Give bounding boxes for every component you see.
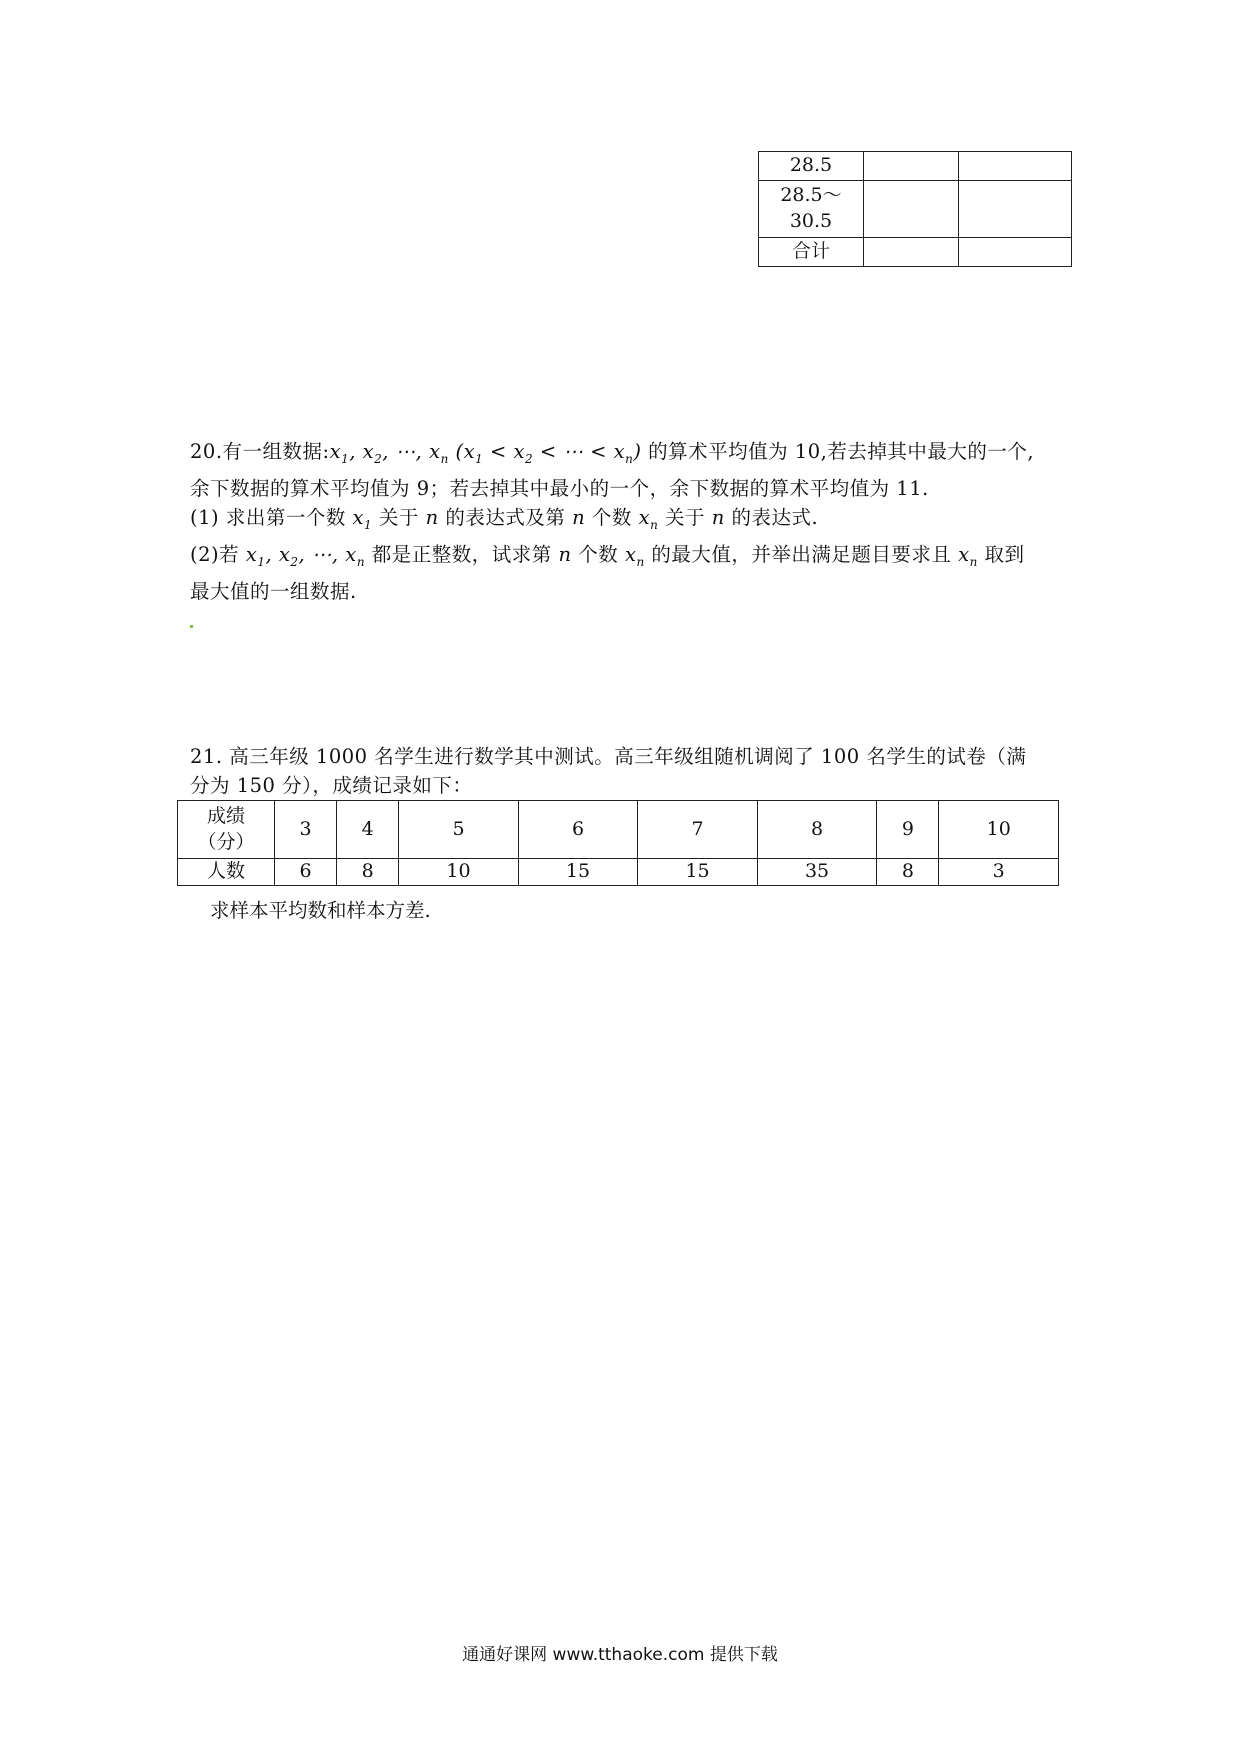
table-cell (959, 181, 1072, 238)
formula: $x_n$ (638, 505, 659, 532)
text: 个数 (578, 542, 619, 566)
cell-line: （分） (197, 830, 255, 853)
q21-line-2: 分为 150 分），成绩记录如下： (190, 774, 473, 797)
table-cell: 8 (757, 801, 877, 859)
table-cell: 3 (939, 859, 1059, 886)
table-cell: 10 (399, 859, 519, 886)
score-table (177, 800, 1059, 886)
formula: $x_n$ (958, 542, 978, 569)
question-21 (190, 742, 1070, 800)
text: (2)若 (190, 542, 240, 566)
question-20 (190, 437, 1070, 606)
formula: $x_1$, $x_2$, ⋯, $x_n$ (245, 542, 366, 569)
table-cell: 9 (877, 801, 939, 859)
table-cell (959, 238, 1072, 267)
text: 取到 (984, 542, 1025, 566)
table-cell: 15 (638, 859, 758, 886)
table-cell: 7 (638, 801, 758, 859)
text: 关于 (378, 505, 419, 529)
table-cell (864, 152, 959, 181)
question-number: 20. (190, 440, 223, 463)
cell-line: 30.5 (789, 210, 833, 232)
table-cell: 10 (939, 801, 1059, 859)
table-cell (959, 152, 1072, 181)
table-cell: 15 (518, 859, 638, 886)
table-cell: 8 (337, 859, 399, 886)
q20-part-2 (190, 540, 1070, 577)
table-cell: 4 (337, 801, 399, 859)
table-cell: 6 (518, 801, 638, 859)
table-row (178, 859, 1059, 886)
table-cell (759, 181, 864, 238)
table-row (759, 181, 1072, 238)
text: 关于 (665, 505, 706, 529)
q20-part-1 (190, 503, 1070, 540)
frequency-table (758, 151, 1072, 267)
formula: n (711, 505, 725, 529)
q20-line-2: 余下数据的算术平均值为 9；若去掉其中最小的一个，余下数据的算术平均值为 11. (190, 476, 929, 500)
table-cell (864, 238, 959, 267)
text: 有一组数据: (222, 440, 330, 463)
cell-line: 成绩 (206, 804, 245, 827)
formula: $x_n$ (624, 542, 645, 569)
text: 的表达式及第 (445, 505, 566, 529)
table-row (178, 801, 1059, 859)
text: 的最大值，并举出满足题目要求且 (651, 542, 952, 566)
q21-task: 求样本平均数和样本方差. (210, 899, 431, 922)
table-cell: 8 (877, 859, 939, 886)
formula: $x_1$, $x_2$, ⋯, $x_n$ ($x_1 < x_2$ < ⋯ < $x_n$) (329, 440, 642, 466)
formula: n (558, 542, 572, 566)
row-header (178, 801, 275, 859)
text: 都是正整数，试求第 (371, 542, 552, 566)
table-cell (864, 181, 959, 238)
table-cell: 合计 (759, 238, 864, 267)
table-cell: 3 (275, 801, 337, 859)
stray-mark (190, 625, 193, 628)
text: 的表达式. (731, 505, 819, 529)
table-cell: 28.5 (759, 152, 864, 181)
formula: $x_1$ (352, 505, 373, 532)
text: 个数 (591, 505, 632, 529)
q21-line-1: 21. 高三年级 1000 名学生进行数学其中测试。高三年级组随机调阅了 100 名学生的试卷（满 (190, 745, 1027, 768)
text: (1) 求出第一个数 (190, 505, 346, 529)
table-cell: 6 (275, 859, 337, 886)
formula: n (572, 505, 586, 529)
page-footer: 通通好课网 www.tthaoke.com 提供下载 (462, 1645, 778, 1665)
cell-line: 28.5～ (780, 184, 842, 207)
table-cell: 35 (757, 859, 877, 886)
q20-part-2-cont: 最大值的一组数据. (190, 579, 357, 603)
table-cell: 5 (399, 801, 519, 859)
text: 的算术平均值为 10,若去掉其中最大的一个, (648, 440, 1035, 463)
table-row (759, 238, 1072, 267)
q20-line-1 (190, 437, 1070, 474)
row-header: 人数 (178, 859, 275, 886)
table-row (759, 152, 1072, 181)
formula: n (425, 505, 439, 529)
